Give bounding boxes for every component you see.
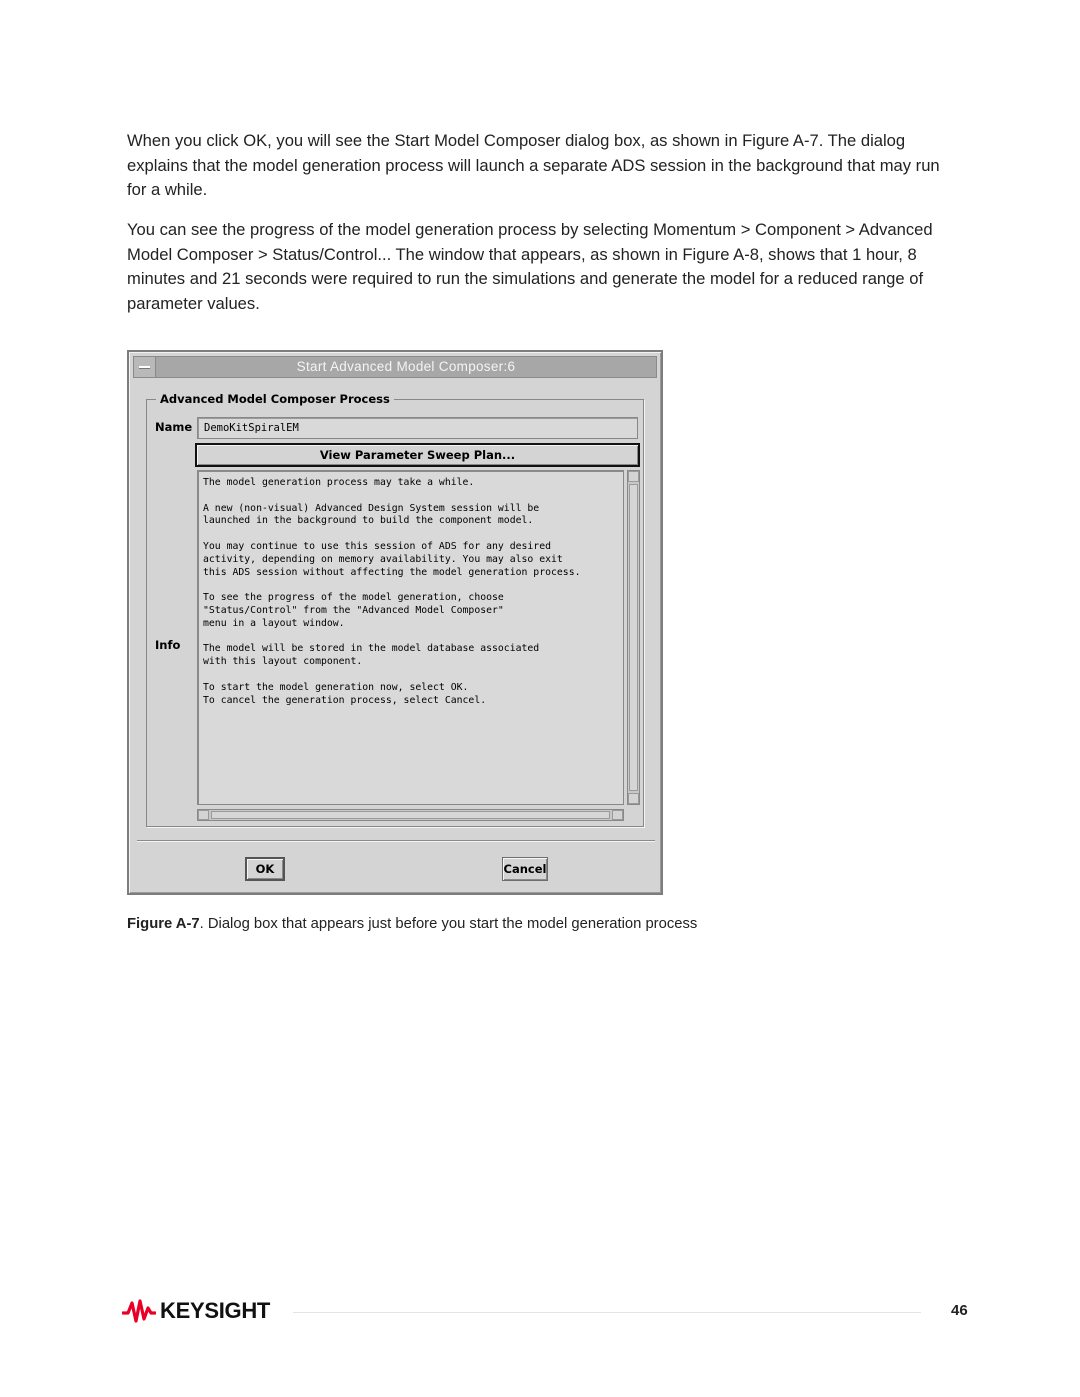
dialog-titlebar[interactable] bbox=[133, 356, 657, 378]
info-line: menu in a layout window. bbox=[203, 617, 345, 629]
horizontal-scrollbar[interactable] bbox=[197, 809, 624, 821]
vertical-scrollbar[interactable] bbox=[627, 470, 640, 805]
horizontal-scroll-thumb[interactable] bbox=[211, 811, 610, 819]
info-line: "Status/Control" from the "Advanced Model Composer" bbox=[203, 604, 504, 616]
dialog-title: Start Advanced Model Composer:6 bbox=[296, 359, 516, 374]
groupbox-title: Advanced Model Composer Process bbox=[156, 392, 394, 406]
logo-wordmark: KEYSIGHT bbox=[160, 1298, 271, 1323]
dialog-separator bbox=[137, 840, 655, 842]
body-paragraph-2: You can see the progress of the model generation process by selecting Momentum > Component > Advanced Model Composer > Status/Control... The window that appears, as shown in Figure A-8, shows that 1 hour, 8 minutes and 21 seconds were required to run the simulations and generate the model for a reduced range of parameter values. bbox=[127, 220, 933, 314]
start-model-composer-dialog bbox=[127, 350, 663, 895]
footer-rule bbox=[293, 1312, 921, 1313]
vertical-scroll-thumb[interactable] bbox=[629, 484, 638, 791]
name-field[interactable]: DemoKitSpiralEM bbox=[197, 417, 638, 439]
scroll-left-icon[interactable] bbox=[198, 810, 209, 820]
info-line bbox=[203, 631, 618, 644]
info-line: launched in the background to build the component model. bbox=[203, 515, 534, 527]
caption-text: . Dialog box that appears just before you start the model generation process bbox=[199, 916, 698, 932]
keysight-wave-icon bbox=[122, 1298, 156, 1324]
info-line: A new (non-visual) Advanced Design System session will be bbox=[203, 502, 540, 514]
cancel-button[interactable]: Cancel bbox=[502, 857, 548, 881]
info-text-area[interactable] bbox=[197, 470, 624, 805]
info-label: Info bbox=[155, 638, 181, 652]
info-line: To see the progress of the model generation, choose bbox=[203, 592, 504, 604]
name-label: Name bbox=[155, 420, 193, 434]
keysight-logo bbox=[122, 1296, 270, 1326]
info-line bbox=[203, 528, 618, 541]
info-line bbox=[203, 579, 618, 592]
info-line: with this layout component. bbox=[203, 656, 363, 668]
info-line: You may continue to use this session of ADS for any desired bbox=[203, 540, 551, 552]
info-line: The model will be stored in the model database associated bbox=[203, 643, 540, 655]
info-line: activity, depending on memory availability. You may also exit bbox=[203, 553, 563, 565]
info-line: The model generation process may take a while. bbox=[203, 477, 475, 488]
scroll-right-icon[interactable] bbox=[612, 810, 623, 820]
figure-caption bbox=[127, 916, 697, 932]
info-line bbox=[203, 669, 618, 682]
page-number: 46 bbox=[951, 1302, 968, 1319]
scroll-up-icon[interactable] bbox=[628, 471, 639, 482]
body-paragraph-1: When you click OK, you will see the Start Model Composer dialog box, as shown in Figure A-7. The dialog explains that the model generation process will launch a separate ADS session in the background that may run for a while. bbox=[127, 131, 940, 200]
scroll-down-icon[interactable] bbox=[628, 793, 639, 804]
info-line: this ADS session without affecting the model generation process. bbox=[203, 566, 581, 578]
view-parameter-sweep-plan-button[interactable]: View Parameter Sweep Plan... bbox=[195, 443, 640, 467]
info-line bbox=[203, 490, 618, 503]
window-menu-icon[interactable] bbox=[134, 357, 156, 377]
figure-label: Figure A-7 bbox=[127, 916, 200, 932]
ok-button[interactable]: OK bbox=[245, 857, 285, 881]
info-line: To cancel the generation process, select Cancel. bbox=[203, 694, 487, 706]
info-line: To start the model generation now, select OK. bbox=[203, 681, 469, 693]
